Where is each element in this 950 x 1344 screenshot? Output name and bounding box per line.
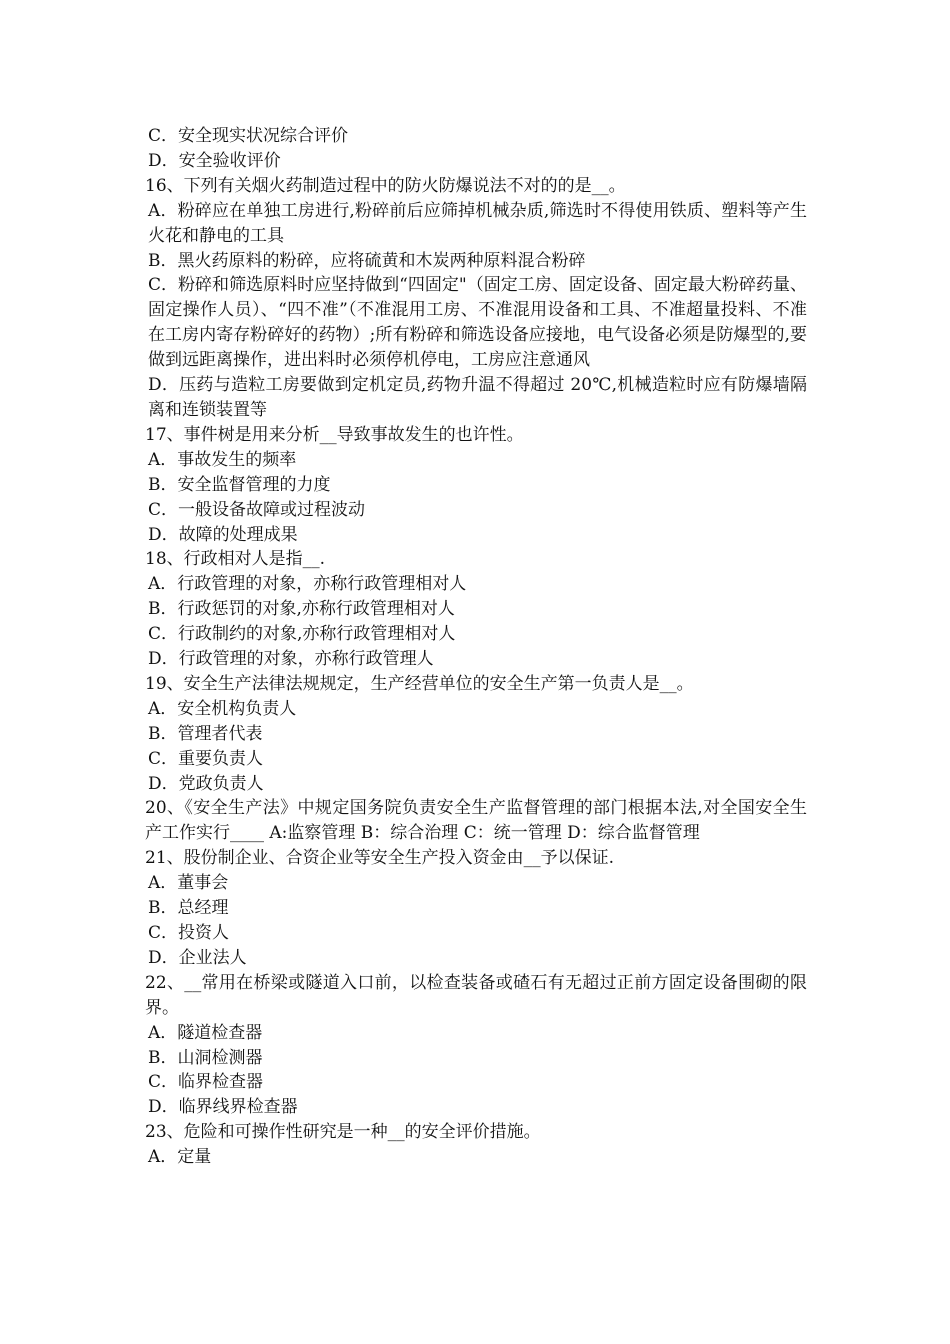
- option-line: D．临界线界检查器: [148, 1097, 298, 1118]
- document-body: [145, 124, 807, 1170]
- question-line: 22、__常用在桥梁或隧道入口前，以检查装备或碴石有无超过正前方固定设备围砌的限界。: [145, 972, 807, 1018]
- option-line: D．压药与造粒工房要做到定机定员,药物升温不得超过 20℃,机械造粒时应有防爆墙隔离和连锁装置等: [148, 375, 807, 420]
- option-line: C．投资人: [148, 923, 230, 943]
- option-line: A．隧道检查器: [148, 1022, 263, 1043]
- option-line: C．重要负责人: [148, 748, 264, 769]
- option-line: D．故障的处理成果: [148, 524, 298, 545]
- option-line: B．安全监督管理的力度: [148, 474, 331, 495]
- option-line: B．行政惩罚的对象,亦称行政管理相对人: [148, 599, 455, 620]
- option-line: A．董事会: [148, 873, 229, 894]
- question-line: 21、股份制企业、合资企业等安全生产投入资金由__予以保证.: [145, 848, 615, 869]
- option-line: B．总经理: [148, 898, 229, 919]
- question-line: 17、事件树是用来分析__导致事故发生的也许性。: [145, 424, 524, 445]
- question-line: 18、行政相对人是指__.: [145, 549, 326, 570]
- option-line: C．安全现实状况综合评价: [148, 126, 349, 146]
- question-line: 19、安全生产法律法规规定，生产经营单位的安全生产第一负责人是__。: [145, 673, 694, 694]
- option-line: B．黑火药原料的粉碎，应将硫黄和木炭两种原料混合粉碎: [148, 250, 586, 271]
- option-line: C．粉碎和筛选原料时应坚持做到“四固定"（固定工房、固定设备、固定最大粉碎药量、固定操作人员）、“四不准”（不准混用工房、不准混用设备和工具、不准超量投料、不准在工房内寄存粉碎好的药物）;所有粉碎和筛选设备应接地，电气设备必须是防爆型的,要做到远距离操作，进出料时必须停机停电，工房应注意通风: [148, 275, 807, 371]
- option-line: B．管理者代表: [148, 723, 263, 744]
- option-line: A．安全机构负责人: [148, 698, 297, 719]
- option-line: A．粉碎应在单独工房进行,粉碎前后应筛掉机械杂质,筛选时不得使用铁质、塑料等产生火花和静电的工具: [148, 200, 807, 246]
- option-line: A．行政管理的对象，亦称行政管理相对人: [148, 574, 467, 595]
- option-line: C．行政制约的对象,亦称行政管理相对人: [148, 624, 456, 645]
- question-line: 23、危险和可操作性研究是一种__的安全评价措施。: [145, 1122, 541, 1143]
- question-line: 20、《安全生产法》中规定国务院负责安全生产监督管理的部门根据本法,对全国安全生产工作实行____ A:监察管理 B：综合治理 C：统一管理 D：综合监督管理: [145, 798, 807, 844]
- option-line: C．临界检查器: [148, 1072, 264, 1093]
- option-line: D．党政负责人: [148, 773, 264, 794]
- option-line: C．一般设备故障或过程波动: [148, 499, 366, 520]
- option-line: A．事故发生的频率: [148, 449, 297, 470]
- option-line: B．山洞检测器: [148, 1047, 263, 1068]
- option-line: D．安全验收评价: [148, 150, 281, 171]
- option-line: A．定量: [148, 1147, 212, 1168]
- question-line: 16、下列有关烟火药制造过程中的防火防爆说法不对的的是__。: [145, 175, 626, 196]
- option-line: D．行政管理的对象，亦称行政管理人: [148, 649, 434, 670]
- option-line: D．企业法人: [148, 947, 247, 968]
